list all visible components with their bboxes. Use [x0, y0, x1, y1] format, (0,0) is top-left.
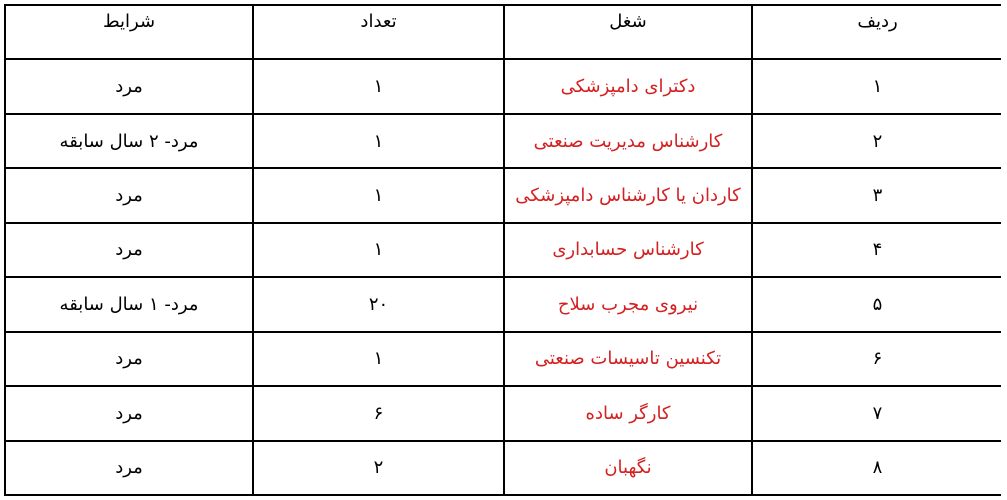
- cell-job: کارشناس حسابداری: [505, 224, 751, 276]
- cell-job: دکترای دامپزشکی: [505, 60, 751, 112]
- cell-row-number: ۴: [753, 224, 1002, 276]
- cell-conditions: مرد: [6, 60, 252, 112]
- header-conditions: شرایط: [6, 6, 252, 58]
- cell-job: کارگر ساده: [505, 387, 751, 439]
- cell-job: تکنسین تاسیسات صنعتی: [505, 333, 751, 385]
- cell-conditions: مرد: [6, 387, 252, 439]
- cell-count: ۱: [254, 169, 503, 221]
- cell-conditions: مرد: [6, 442, 252, 494]
- header-row: ردیف: [753, 6, 1002, 58]
- cell-count: ۲۰: [254, 278, 503, 330]
- cell-row-number: ۵: [753, 278, 1002, 330]
- cell-job: کارشناس مدیریت صنعتی: [505, 115, 751, 167]
- jobs-table: [4, 4, 1001, 496]
- cell-conditions: مرد: [6, 333, 252, 385]
- cell-count: ۶: [254, 387, 503, 439]
- cell-row-number: ۶: [753, 333, 1002, 385]
- cell-count: ۱: [254, 115, 503, 167]
- cell-conditions: مرد- ۱ سال سابقه: [6, 278, 252, 330]
- cell-row-number: ۱: [753, 60, 1002, 112]
- cell-job: کاردان یا کارشناس دامپزشکی: [505, 169, 751, 221]
- cell-row-number: ۳: [753, 169, 1002, 221]
- cell-count: ۱: [254, 224, 503, 276]
- cell-row-number: ۲: [753, 115, 1002, 167]
- header-count: تعداد: [254, 6, 503, 58]
- cell-count: ۱: [254, 333, 503, 385]
- cell-conditions: مرد: [6, 169, 252, 221]
- cell-row-number: ۷: [753, 387, 1002, 439]
- cell-conditions: مرد: [6, 224, 252, 276]
- cell-job: نیروی مجرب سلاح: [505, 278, 751, 330]
- cell-row-number: ۸: [753, 442, 1002, 494]
- cell-conditions: مرد- ۲ سال سابقه: [6, 115, 252, 167]
- header-job: شغل: [505, 6, 751, 58]
- cell-count: ۱: [254, 60, 503, 112]
- cell-count: ۲: [254, 442, 503, 494]
- cell-job: نگهبان: [505, 442, 751, 494]
